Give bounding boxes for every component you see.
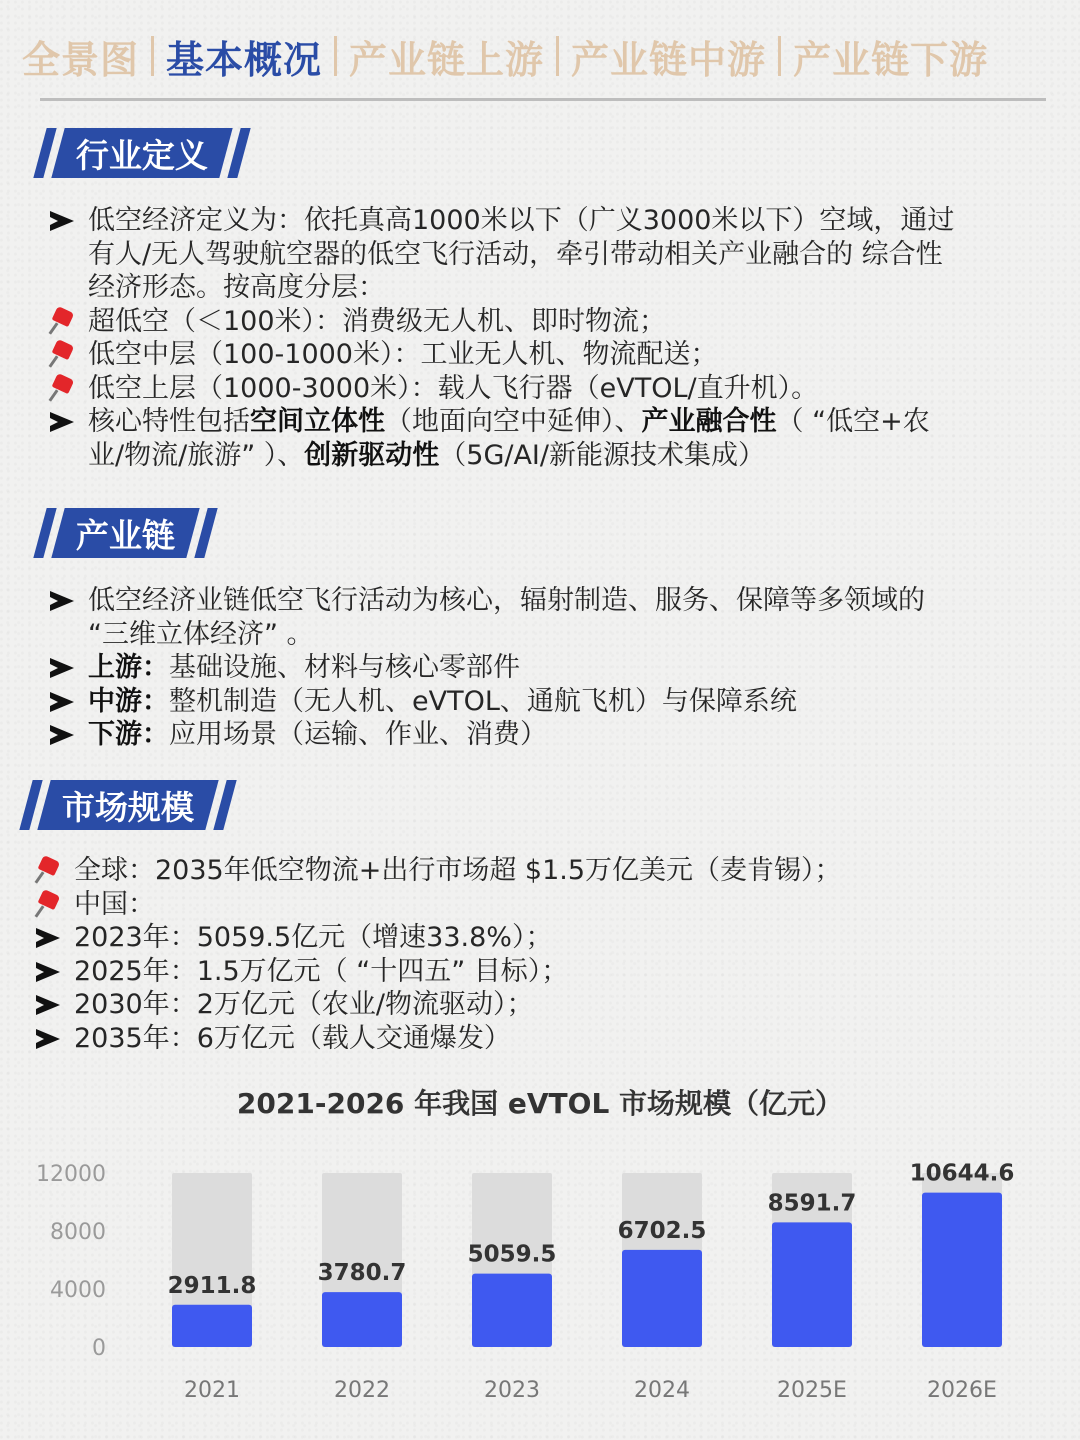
nav-divider: [40, 98, 1046, 101]
list-item: [46, 584, 1056, 651]
pushpin-icon: [46, 372, 88, 406]
list-item: [32, 921, 1062, 955]
highlight-integration: 产业融合性: [641, 406, 777, 437]
bar: [472, 1274, 552, 1347]
x-tick-label: 2021: [184, 1378, 240, 1403]
list-item: [32, 1022, 1062, 1056]
tab-panorama[interactable]: 全景图: [22, 37, 140, 82]
arrow-bullet-icon: [46, 718, 88, 752]
chain-block: [46, 584, 1056, 752]
market-global: 全球：2035年低空物流+出行市场超 $1.5万亿美元（麦肯锡）；: [74, 855, 842, 886]
x-tick-label: 2023: [484, 1378, 540, 1403]
arrow-bullet-icon: [32, 1022, 74, 1056]
chain-midstream: 中游：整机制造（无人机、eVTOL、通航飞机）与保障系统: [88, 685, 797, 717]
y-tick-label: 0: [92, 1336, 106, 1361]
section-title: 产业链: [51, 508, 199, 558]
tab-midstream[interactable]: 产业链中游: [571, 37, 767, 82]
section-title: 行业定义: [51, 128, 232, 178]
x-tick-label: 2022: [334, 1378, 390, 1403]
x-tick-label: 2025E: [777, 1378, 847, 1403]
slash-decoration: [194, 508, 217, 558]
market-block: [32, 854, 1062, 1055]
tab-upstream[interactable]: 产业链上游: [349, 37, 545, 82]
pushpin-icon: [46, 305, 88, 339]
data-label: 2911.8: [167, 1272, 257, 1299]
pushpin-icon: [46, 338, 88, 372]
bar: [772, 1222, 852, 1347]
core-features: 核心特性包括空间立体性（地面向空中延伸）、产业融合性（ “低空+农 业/物流/旅游” ）、创新驱动性（5G/AI/新能源技术集成）: [88, 406, 930, 471]
chain-upstream: 上游：基础设施、材料与核心零部件: [88, 652, 520, 683]
slash-decoration: [227, 128, 250, 178]
bar: [622, 1250, 702, 1347]
bar: [172, 1305, 252, 1347]
arrow-bullet-icon: [46, 405, 88, 439]
section-header-definition: [40, 128, 244, 178]
tab-downstream[interactable]: 产业链下游: [793, 37, 989, 82]
nav-separator: [334, 36, 337, 76]
section-header-chain: [40, 508, 211, 558]
arrow-bullet-icon: [46, 651, 88, 685]
highlight-innovation: 创新驱动性: [304, 439, 440, 471]
nav-separator: [778, 36, 781, 76]
data-label: 3780.7: [317, 1260, 407, 1287]
arrow-bullet-icon: [32, 988, 74, 1022]
arrow-bullet-icon: [46, 584, 88, 618]
definition-block: [46, 204, 1056, 472]
list-item: [46, 651, 1056, 685]
arrow-bullet-icon: [46, 685, 88, 719]
x-tick-label: 2026E: [927, 1378, 997, 1403]
data-label: 5059.5: [467, 1241, 557, 1268]
list-item: [46, 685, 1056, 719]
highlight-spatial: 空间立体性: [250, 406, 385, 437]
layer-middle: 低空中层（100-1000米）：工业无人机、物流配送；: [88, 339, 718, 370]
chain-downstream: 下游：应用场景（运输、作业、消费）: [88, 719, 547, 750]
chain-intro: 低空经济业链低空飞行活动为核心，辐射制造、服务、保障等多领域的: [88, 585, 925, 616]
definition-line: 有人/无人驾驶航空器的低空飞行活动，牵引带动相关产业融合的 综合性: [88, 238, 943, 270]
list-item: [32, 955, 1062, 989]
top-nav: [22, 28, 1062, 84]
bar: [922, 1193, 1002, 1347]
list-item: [46, 405, 1056, 472]
data-label: 10644.6: [909, 1160, 1015, 1187]
section-title: 市场规模: [37, 780, 218, 830]
market-2035: 2035年：6万亿元（载人交通爆发）: [74, 1022, 511, 1054]
market-2023: 2023年：5059.5亿元（增速33.8%）；: [74, 922, 553, 953]
list-item: [32, 854, 1062, 888]
y-tick-label: 12000: [36, 1162, 106, 1187]
list-item: [46, 338, 1056, 372]
tab-overview[interactable]: 基本概况: [166, 37, 323, 82]
y-tick-label: 8000: [50, 1220, 106, 1245]
definition-line: 经济形态。按高度分层：: [88, 272, 385, 303]
pushpin-icon: [32, 854, 74, 888]
list-item: [32, 988, 1062, 1022]
market-2025: 2025年：1.5万亿元（ “十四五” 目标）；: [74, 955, 569, 987]
chain-intro: “三维立体经济” 。: [88, 618, 314, 650]
list-item: [32, 888, 1062, 922]
layer-upper: 低空上层（1000-3000米）：载人飞行器（eVTOL/直升机）。: [88, 372, 819, 404]
nav-separator: [556, 36, 559, 76]
chart-title: 2021-2026 年我国 eVTOL 市场规模（亿元）: [236, 1087, 844, 1120]
definition-line: 低空经济定义为：依托真高1000米以下（广义3000米以下）空域，通过: [88, 205, 955, 236]
list-item: [46, 204, 1056, 305]
arrow-bullet-icon: [46, 204, 88, 238]
market-china: 中国：: [74, 888, 155, 920]
data-label: 6702.5: [617, 1217, 707, 1244]
list-item: [46, 718, 1056, 752]
list-item: [46, 305, 1056, 339]
slash-decoration: [213, 780, 236, 830]
data-label: 8591.7: [767, 1190, 857, 1217]
bar: [322, 1292, 402, 1347]
x-tick-label: 2024: [634, 1378, 690, 1403]
evtol-market-chart: [0, 1140, 1080, 1430]
list-item: [46, 372, 1056, 406]
market-2030: 2030年：2万亿元（农业/物流驱动）；: [74, 989, 534, 1020]
pushpin-icon: [32, 888, 74, 922]
arrow-bullet-icon: [32, 921, 74, 955]
arrow-bullet-icon: [32, 955, 74, 989]
nav-separator: [151, 36, 154, 76]
y-tick-label: 4000: [50, 1278, 106, 1303]
layer-ultra-low: 超低空（＜100米）：消费级无人机、即时物流；: [88, 305, 667, 337]
section-header-market: [26, 780, 230, 830]
